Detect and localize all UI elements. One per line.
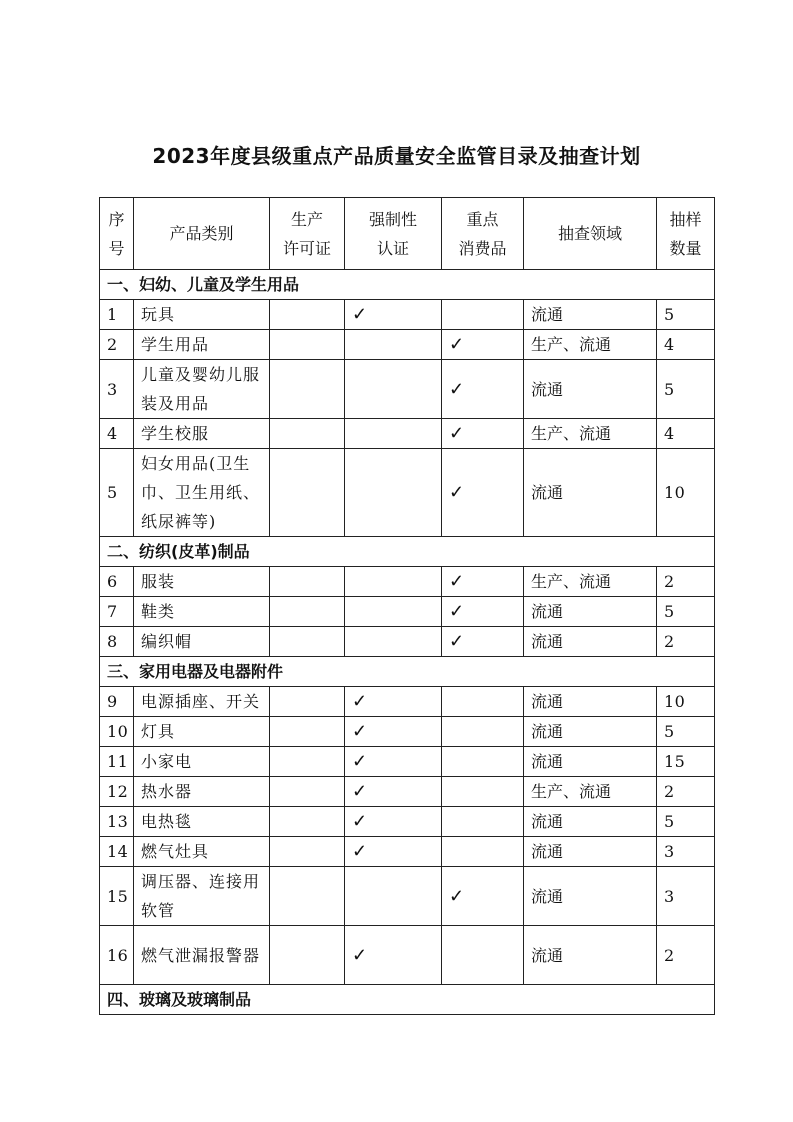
production-license-cell [270,867,345,926]
header-inspection-domain: 抽查领域 [524,198,657,270]
compulsory-certification-cell: ✓ [345,687,442,717]
section-row [100,537,715,567]
compulsory-certification-cell: ✓ [345,837,442,867]
sample-quantity-cell: 15 [657,747,715,777]
production-license-cell [270,717,345,747]
production-license-cell [270,777,345,807]
key-consumer-goods-cell [442,807,524,837]
compulsory-certification-cell [345,567,442,597]
section-row [100,270,715,300]
inspection-domain-cell: 流通 [524,717,657,747]
inspection-domain-cell: 流通 [524,300,657,330]
section-title: 四、玻璃及玻璃制品 [100,985,715,1015]
compulsory-certification-cell [345,419,442,449]
compulsory-certification-cell: ✓ [345,807,442,837]
compulsory-certification-cell [345,867,442,926]
key-consumer-goods-cell: ✓ [442,567,524,597]
key-consumer-goods-cell [442,837,524,867]
key-consumer-goods-cell: ✓ [442,867,524,926]
key-consumer-goods-cell [442,777,524,807]
serial-number-cell: 16 [100,926,134,985]
table-header-row [100,198,715,270]
key-consumer-goods-cell: ✓ [442,360,524,419]
serial-number-cell: 5 [100,449,134,537]
product-category-cell: 学生校服 [134,419,270,449]
product-category-cell: 燃气泄漏报警器 [134,926,270,985]
serial-number-cell: 13 [100,807,134,837]
serial-number-cell: 1 [100,300,134,330]
compulsory-certification-cell [345,597,442,627]
serial-number-cell: 12 [100,777,134,807]
inspection-domain-cell: 生产、流通 [524,567,657,597]
header-product-category: 产品类别 [134,198,270,270]
compulsory-certification-cell: ✓ [345,717,442,747]
product-category-cell: 灯具 [134,717,270,747]
compulsory-certification-cell [345,330,442,360]
table-row [100,867,715,926]
page-title: 2023年度县级重点产品质量安全监管目录及抽查计划 [152,144,641,168]
production-license-cell [270,687,345,717]
compulsory-certification-cell: ✓ [345,926,442,985]
production-license-cell [270,747,345,777]
inspection-domain-cell: 流通 [524,926,657,985]
serial-number-cell: 6 [100,567,134,597]
production-license-cell [270,449,345,537]
inspection-domain-cell: 流通 [524,360,657,419]
product-category-cell: 学生用品 [134,330,270,360]
sample-quantity-cell: 5 [657,717,715,747]
product-category-cell: 燃气灶具 [134,837,270,867]
table-row [100,837,715,867]
product-category-cell: 儿童及婴幼儿服装及用品 [134,360,270,419]
sample-quantity-cell: 4 [657,330,715,360]
product-category-cell: 小家电 [134,747,270,777]
header-sample-quantity: 抽样 数量 [657,198,715,270]
compulsory-certification-cell: ✓ [345,747,442,777]
production-license-cell [270,360,345,419]
inspection-domain-cell: 生产、流通 [524,777,657,807]
compulsory-certification-cell: ✓ [345,300,442,330]
section-title: 二、纺织(皮革)制品 [100,537,715,567]
table-row [100,747,715,777]
sample-quantity-cell: 10 [657,687,715,717]
compulsory-certification-cell [345,449,442,537]
compulsory-certification-cell [345,360,442,419]
table-row [100,807,715,837]
product-category-cell: 电源插座、开关 [134,687,270,717]
serial-number-cell: 9 [100,687,134,717]
section-title: 三、家用电器及电器附件 [100,657,715,687]
product-category-cell: 鞋类 [134,597,270,627]
serial-number-cell: 15 [100,867,134,926]
key-consumer-goods-cell [442,300,524,330]
product-category-cell: 编织帽 [134,627,270,657]
sample-quantity-cell: 2 [657,926,715,985]
inspection-domain-cell: 流通 [524,867,657,926]
inspection-plan-table [99,197,715,1015]
key-consumer-goods-cell [442,926,524,985]
sample-quantity-cell: 5 [657,807,715,837]
production-license-cell [270,300,345,330]
table-row [100,360,715,419]
production-license-cell [270,837,345,867]
serial-number-cell: 11 [100,747,134,777]
serial-number-cell: 10 [100,717,134,747]
sample-quantity-cell: 4 [657,419,715,449]
key-consumer-goods-cell [442,687,524,717]
key-consumer-goods-cell: ✓ [442,419,524,449]
table-row [100,687,715,717]
sample-quantity-cell: 2 [657,777,715,807]
production-license-cell [270,627,345,657]
header-compulsory-certification: 强制性 认证 [345,198,442,270]
serial-number-cell: 2 [100,330,134,360]
product-category-cell: 服装 [134,567,270,597]
inspection-domain-cell: 生产、流通 [524,419,657,449]
table-row [100,926,715,985]
production-license-cell [270,330,345,360]
key-consumer-goods-cell [442,747,524,777]
key-consumer-goods-cell: ✓ [442,597,524,627]
sample-quantity-cell: 10 [657,449,715,537]
inspection-domain-cell: 流通 [524,747,657,777]
inspection-domain-cell: 流通 [524,597,657,627]
serial-number-cell: 7 [100,597,134,627]
production-license-cell [270,567,345,597]
table-row [100,597,715,627]
header-serial-number: 序 号 [100,198,134,270]
sample-quantity-cell: 3 [657,837,715,867]
header-production-license: 生产 许可证 [270,198,345,270]
table-row [100,567,715,597]
key-consumer-goods-cell: ✓ [442,627,524,657]
production-license-cell [270,597,345,627]
inspection-domain-cell: 流通 [524,627,657,657]
serial-number-cell: 3 [100,360,134,419]
production-license-cell [270,926,345,985]
inspection-domain-cell: 流通 [524,807,657,837]
sample-quantity-cell: 5 [657,597,715,627]
section-row [100,985,715,1015]
table-row [100,717,715,747]
sample-quantity-cell: 2 [657,627,715,657]
inspection-domain-cell: 生产、流通 [524,330,657,360]
sample-quantity-cell: 5 [657,300,715,330]
table-row [100,300,715,330]
key-consumer-goods-cell: ✓ [442,449,524,537]
production-license-cell [270,419,345,449]
key-consumer-goods-cell [442,717,524,747]
header-key-consumer-goods: 重点 消费品 [442,198,524,270]
product-category-cell: 电热毯 [134,807,270,837]
table-row [100,777,715,807]
compulsory-certification-cell [345,627,442,657]
production-license-cell [270,807,345,837]
inspection-domain-cell: 流通 [524,837,657,867]
sample-quantity-cell: 2 [657,567,715,597]
serial-number-cell: 14 [100,837,134,867]
key-consumer-goods-cell: ✓ [442,330,524,360]
section-title: 一、妇幼、儿童及学生用品 [100,270,715,300]
sample-quantity-cell: 3 [657,867,715,926]
table-row [100,627,715,657]
inspection-domain-cell: 流通 [524,449,657,537]
serial-number-cell: 4 [100,419,134,449]
serial-number-cell: 8 [100,627,134,657]
section-row [100,657,715,687]
product-category-cell: 热水器 [134,777,270,807]
product-category-cell: 玩具 [134,300,270,330]
table-row [100,419,715,449]
product-category-cell: 调压器、连接用软管 [134,867,270,926]
compulsory-certification-cell: ✓ [345,777,442,807]
sample-quantity-cell: 5 [657,360,715,419]
table-row [100,330,715,360]
inspection-domain-cell: 流通 [524,687,657,717]
table-row [100,449,715,537]
product-category-cell: 妇女用品(卫生巾、卫生用纸、纸尿裤等) [134,449,270,537]
